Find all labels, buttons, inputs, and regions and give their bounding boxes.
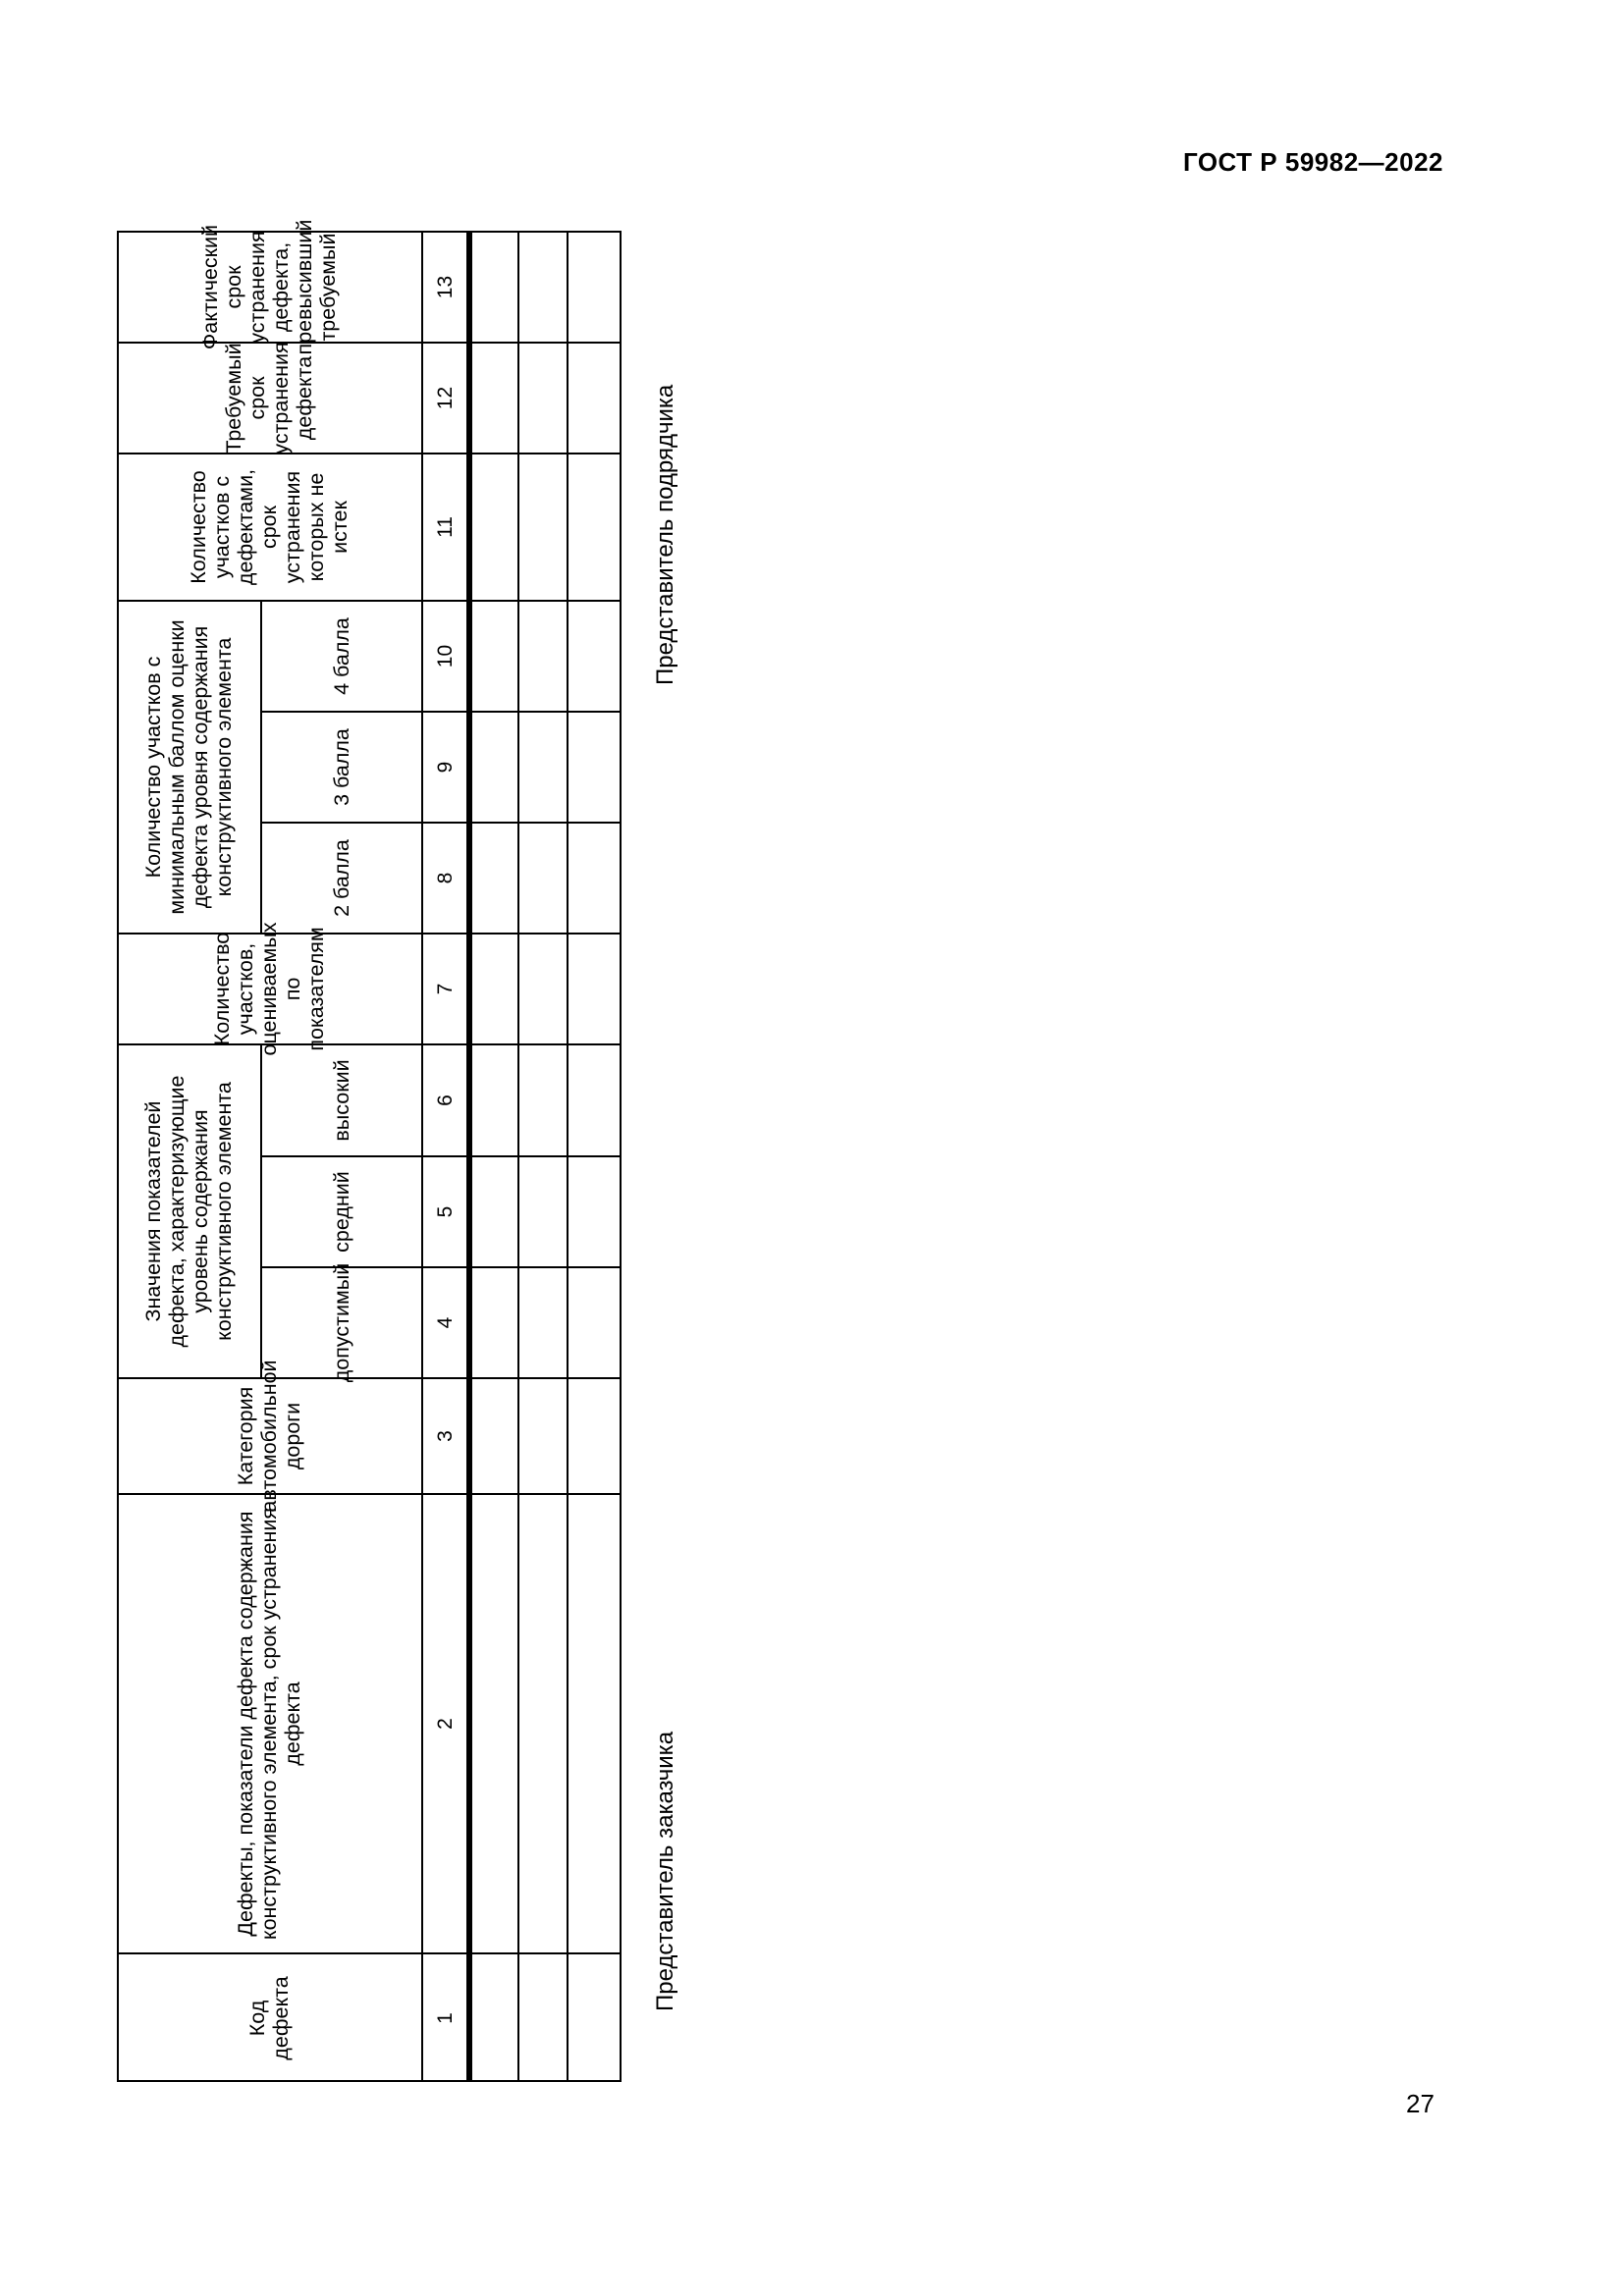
table-cell <box>568 1155 622 1266</box>
table-cell <box>568 822 622 933</box>
column-number-cell: 4 <box>423 1266 470 1377</box>
table-cell <box>470 231 519 342</box>
table-cell <box>519 453 568 600</box>
column-number-cell: 11 <box>423 453 470 600</box>
table-cell <box>470 1155 519 1266</box>
table-cell <box>568 1493 622 1952</box>
header-unexpired-sections: Количество участков с дефектами, срок устранения которых не истек <box>117 453 423 600</box>
column-number-cell: 10 <box>423 600 470 711</box>
header-high: высокий <box>262 1043 423 1155</box>
column-number-cell: 5 <box>423 1155 470 1266</box>
table-cell <box>519 711 568 822</box>
table-cell <box>519 933 568 1043</box>
column-number-cell: 8 <box>423 822 470 933</box>
table-cell <box>470 933 519 1043</box>
header-2-points: 2 балла <box>262 822 423 933</box>
table-cell <box>568 1266 622 1377</box>
page-number: 27 <box>1406 2089 1435 2118</box>
table-cell <box>519 822 568 933</box>
header-group-min-score: Количество участков с минимальным баллом оценки дефекта уровня содержания конструктивного элемента <box>117 600 262 933</box>
table-cell <box>470 1266 519 1377</box>
table-cell <box>568 1377 622 1493</box>
column-number-cell: 9 <box>423 711 470 822</box>
table-cell <box>470 600 519 711</box>
table-cell <box>470 1377 519 1493</box>
column-number-cell: 12 <box>423 342 470 453</box>
table-cell <box>568 1043 622 1155</box>
table-cell <box>470 453 519 600</box>
document-code: ГОСТ Р 59982—2022 <box>1182 147 1443 177</box>
table-cell <box>519 1043 568 1155</box>
table-cell <box>519 1952 568 2082</box>
table-cell <box>470 1043 519 1155</box>
table-cell <box>568 600 622 711</box>
table-cell <box>519 1155 568 1266</box>
table-cell <box>519 342 568 453</box>
contractor-representative-label: Представитель подрядчика <box>652 384 678 685</box>
defects-table <box>117 219 622 2082</box>
customer-representative-label: Представитель заказчика <box>652 1731 678 2011</box>
header-actual-term: Фактический срок устранения дефекта, превысивший требуемый <box>117 231 423 342</box>
table-cell <box>568 342 622 453</box>
table-cell <box>519 1266 568 1377</box>
header-acceptable: допустимый <box>262 1266 423 1377</box>
table-cell <box>519 600 568 711</box>
column-number-cell: 2 <box>423 1493 470 1952</box>
table-cell <box>470 1493 519 1952</box>
header-sections-count: Количество участков, оцениваемых по показателям <box>117 933 423 1043</box>
table-cell <box>470 822 519 933</box>
header-required-term: Требуемый срок устранения дефекта <box>117 342 423 453</box>
header-defects-indicators: Дефекты, показатели дефекта содержания конструктивного элемента, срок устранения дефекта <box>117 1493 423 1952</box>
table-cell <box>568 1952 622 2082</box>
header-3-points: 3 балла <box>262 711 423 822</box>
table-cell <box>470 1952 519 2082</box>
header-group-indicator-values: Значения показателей дефекта, характеризующие уровень содержания конструктивного элемента <box>117 1043 262 1377</box>
table-cell <box>470 711 519 822</box>
table-cell <box>519 1493 568 1952</box>
table-cell <box>568 711 622 822</box>
header-defect-code: Код дефекта <box>117 1952 423 2082</box>
table-cell <box>568 453 622 600</box>
table-cell <box>519 231 568 342</box>
table-cell <box>568 933 622 1043</box>
table-cell <box>519 1377 568 1493</box>
header-road-category: Категория автомобильной дороги <box>117 1377 423 1493</box>
column-number-cell: 7 <box>423 933 470 1043</box>
column-number-cell: 6 <box>423 1043 470 1155</box>
table-cell <box>568 231 622 342</box>
header-4-points: 4 балла <box>262 600 423 711</box>
column-number-cell: 13 <box>423 231 470 342</box>
column-number-cell: 1 <box>423 1952 470 2082</box>
table-cell <box>470 342 519 453</box>
header-medium: средний <box>262 1155 423 1266</box>
column-number-cell: 3 <box>423 1377 470 1493</box>
